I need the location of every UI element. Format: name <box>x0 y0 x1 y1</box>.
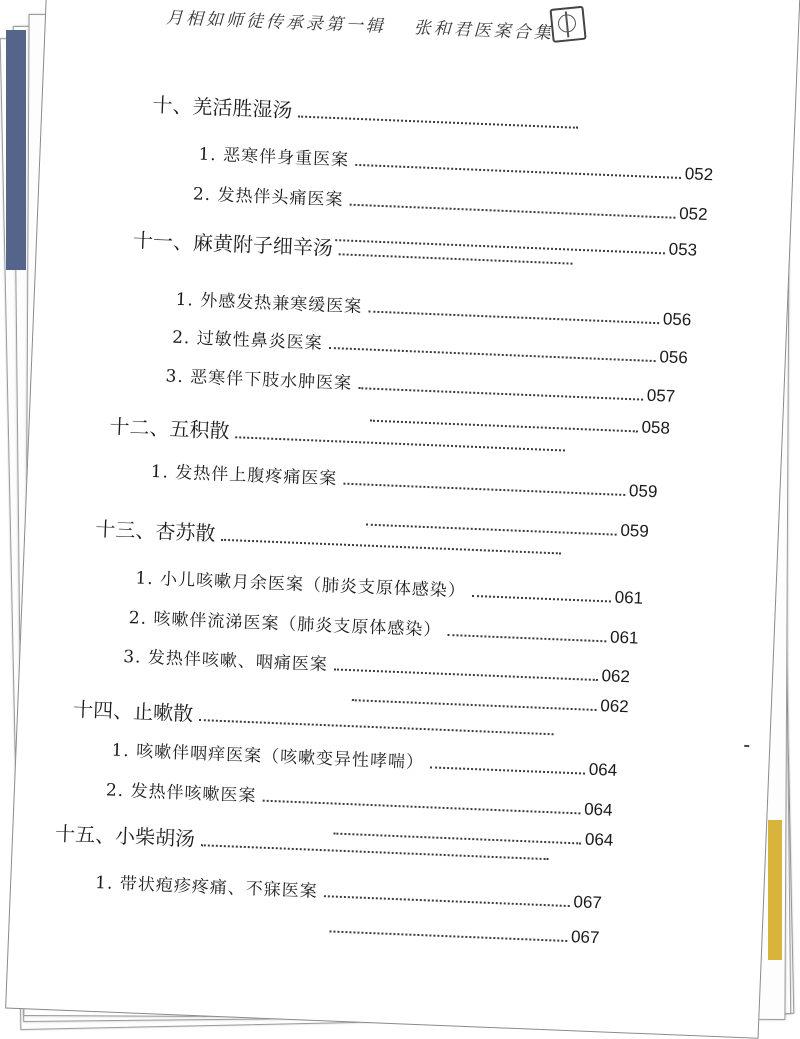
dot-leader <box>199 719 554 735</box>
dot-leader <box>334 668 598 681</box>
page-number: 057 <box>646 385 676 406</box>
dot-leader <box>368 310 659 324</box>
toc-entry-row <box>150 457 658 502</box>
chapter-title: 十四、止嗽散 <box>72 696 194 726</box>
dot-leader <box>339 253 573 264</box>
page-number: 056 <box>659 347 689 368</box>
edge-mark <box>744 745 749 747</box>
toc-entry-row <box>198 140 714 186</box>
entry-title: 2. 发热伴咳嗽医案 <box>105 780 257 807</box>
page-number: 056 <box>662 309 692 330</box>
toc-entry-row <box>106 775 614 820</box>
entry-title: 2. 咳嗽伴流涕医案（肺炎支原体感染） <box>128 608 442 641</box>
chapter-title: 十二、五积散 <box>109 414 230 444</box>
dot-leader <box>329 930 567 942</box>
toc-page <box>5 0 800 1039</box>
dot-leader <box>201 844 549 860</box>
dot-leader <box>221 539 561 555</box>
running-header <box>166 3 555 44</box>
entry-title: 1. 发热伴上腹疼痛医案 <box>150 461 338 490</box>
page-number: 061 <box>614 587 644 608</box>
page-number: 052 <box>684 164 714 185</box>
page-number: 053 <box>668 239 698 260</box>
toc-entry-row <box>111 736 618 781</box>
dot-leader <box>358 387 643 400</box>
toc-entry-row <box>175 285 692 331</box>
toc-entry-row <box>172 323 689 369</box>
dot-leader <box>349 204 675 219</box>
page-number: 064 <box>583 799 613 820</box>
entry-title: 1. 带状疱疹疼痛、不寐医案 <box>94 873 319 902</box>
dot-leader <box>355 164 681 179</box>
dot-leader <box>328 347 655 362</box>
page-number: 052 <box>678 203 708 225</box>
entry-title: 1. 外感发热兼寒缓医案 <box>175 289 363 318</box>
dot-leader <box>323 895 569 907</box>
entry-title: 1. 小儿咳嗽月余医案（肺炎支原体感染） <box>135 568 467 602</box>
page-number: 067 <box>570 927 600 948</box>
toc-entry-row <box>95 868 603 913</box>
dot-leader <box>298 116 578 129</box>
page-number: 064 <box>584 829 614 850</box>
toc-entry-row <box>128 603 639 648</box>
page-number: 059 <box>628 481 658 502</box>
book-cover-edge <box>6 30 26 270</box>
entry-title: 3. 恶寒伴下肢水肿医案 <box>165 366 353 394</box>
page-number: 067 <box>573 892 603 913</box>
book-cover-edge <box>768 820 782 960</box>
seal-icon <box>549 6 586 43</box>
dot-leader <box>472 595 611 603</box>
entry-title: 1. 咳嗽伴咽痒医案（咳嗽变异性哮喘） <box>111 740 425 774</box>
chapter-title: 十一、麻黄附子细辛汤 <box>132 228 334 261</box>
chapter-title: 十三、杏苏散 <box>94 516 216 546</box>
page-number: 061 <box>609 627 639 648</box>
entry-title: 3. 发热伴咳嗽、咽痛医案 <box>122 646 329 676</box>
dot-leader <box>235 436 565 451</box>
dot-leader <box>447 634 606 642</box>
page-number: 058 <box>641 417 671 438</box>
toc-entry-row <box>193 179 709 225</box>
page-number: 059 <box>620 520 650 541</box>
toc-continuation-row <box>329 917 600 948</box>
entry-title: 1. 恶寒伴身重医案 <box>198 144 350 171</box>
toc-entry-row <box>123 642 631 687</box>
toc-entry-row <box>165 361 676 406</box>
page-number: 062 <box>599 696 630 717</box>
page-number: 064 <box>588 759 618 780</box>
dot-leader <box>430 766 585 774</box>
collection-title: 张和君医案合集 <box>413 18 555 44</box>
toc-entry-row <box>135 563 644 608</box>
chapter-title: 十五、小柴胡汤 <box>54 821 196 851</box>
series-title: 月相如师徒传承录第一辑 <box>165 8 387 37</box>
dot-leader <box>262 800 580 815</box>
entry-title: 2. 发热伴头痛医案 <box>192 184 344 211</box>
dot-leader <box>343 483 625 496</box>
entry-title: 2. 过敏性鼻炎医案 <box>171 327 324 354</box>
chapter-row <box>152 89 583 135</box>
page-number: 062 <box>601 666 631 687</box>
chapter-title: 十、羌活胜湿汤 <box>152 92 293 123</box>
